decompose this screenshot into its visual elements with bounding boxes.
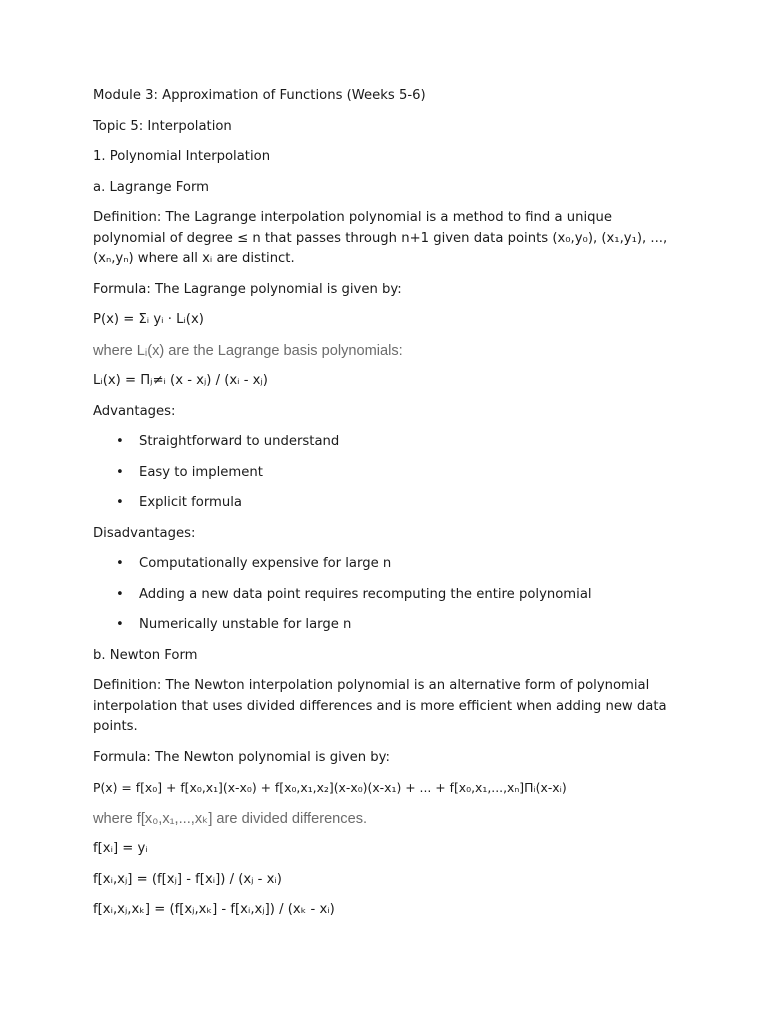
advantages-list xyxy=(93,432,683,514)
lagrange-formula: P(x) = Σᵢ yᵢ · Lᵢ(x) xyxy=(93,312,204,327)
newton-definition-line2: interpolation that uses divided differences and is more efficient when adding new data xyxy=(93,698,667,714)
newton-definition-line1: Definition: The Newton interpolation polynomial is an alternative form of polynomial xyxy=(93,678,650,693)
document-page xyxy=(93,86,683,931)
list-item: • Straightforward to understand xyxy=(93,432,683,453)
bullet-icon: • xyxy=(116,495,124,510)
disadvantages-label: Disadvantages: xyxy=(93,525,196,541)
module-title: Module 3: Approximation of Functions (Weeks 5-6) xyxy=(93,88,426,103)
lagrange-basis-formula: Lᵢ(x) = Πⱼ≠ᵢ (x - xⱼ) / (xᵢ - xⱼ) xyxy=(93,373,268,388)
divided-difference-formula-1: f[xᵢ] = yᵢ xyxy=(93,841,148,856)
lagrange-definition-line1: Definition: The Lagrange interpolation polynomial is a method to find a unique xyxy=(93,210,612,225)
lagrange-formula-intro: Formula: The Lagrange polynomial is given by: xyxy=(93,281,402,297)
advantages-label: Advantages: xyxy=(93,403,176,419)
topic-title: Topic 5: Interpolation xyxy=(93,118,232,134)
list-item: • Easy to implement xyxy=(93,463,683,484)
bullet-icon: • xyxy=(116,556,124,571)
disadvantages-list xyxy=(93,554,683,636)
list-item: • Adding a new data point requires recomputing the entire polynomial xyxy=(93,585,683,606)
divided-differences-note: where f[x₀,x₁,...,xₖ] are divided differences. xyxy=(93,810,368,827)
newton-definition xyxy=(93,676,683,738)
divided-difference-formula-3: f[xᵢ,xⱼ,xₖ] = (f[xⱼ,xₖ] - f[xᵢ,xⱼ]) / (xₖ - xᵢ) xyxy=(93,902,335,917)
lagrange-heading: a. Lagrange Form xyxy=(93,179,210,195)
list-item: • Computationally expensive for large n xyxy=(93,554,683,575)
newton-heading: b. Newton Form xyxy=(93,647,198,663)
divided-difference-formula-2: f[xᵢ,xⱼ] = (f[xⱼ] - f[xᵢ]) / (xⱼ - xᵢ) xyxy=(93,871,282,887)
lagrange-definition-line3: (xₙ,yₙ) where all xᵢ are distinct. xyxy=(93,251,295,266)
bullet-icon: • xyxy=(116,434,124,449)
lagrange-definition-line2: polynomial of degree ≤ n that passes through n+1 given data points (x₀,y₀), (x₁,y₁), ..., xyxy=(93,230,668,246)
newton-formula-intro: Formula: The Newton polynomial is given by: xyxy=(93,749,390,765)
lagrange-definition xyxy=(93,208,683,270)
lagrange-basis-note: where Lᵢ(x) are the Lagrange basis polynomials: xyxy=(93,342,403,359)
list-item: • Explicit formula xyxy=(93,493,683,514)
newton-formula: P(x) = f[x₀] + f[x₀,x₁](x-x₀) + f[x₀,x₁,x₂](x-x₀)(x-x₁) + ... + f[x₀,x₁,...,xₙ]Πᵢ(x-xᵢ) xyxy=(93,780,567,795)
list-item: • Numerically unstable for large n xyxy=(93,615,683,636)
bullet-icon: • xyxy=(116,617,124,632)
newton-definition-line3: points. xyxy=(93,719,138,734)
bullet-icon: • xyxy=(116,464,124,480)
bullet-icon: • xyxy=(116,586,124,602)
section-title: 1. Polynomial Interpolation xyxy=(93,149,271,164)
